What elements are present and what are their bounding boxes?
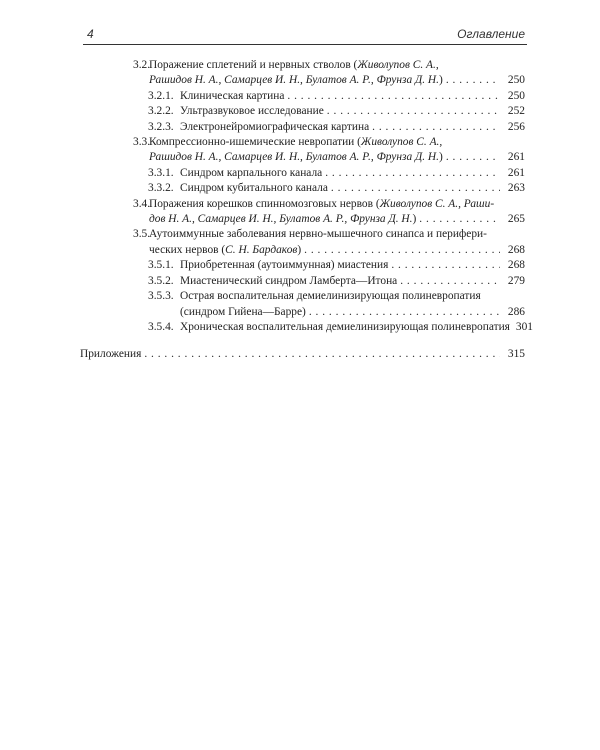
entry-title: Компрессионно-ишемические невропатии ( [149, 136, 361, 149]
entry-title: Хроническая воспалительная демиелинизирующая полиневропатия [180, 320, 510, 333]
entry-title: Синдром карпального канала [180, 166, 323, 179]
page-header [83, 26, 527, 45]
page-ref: 279 [507, 274, 525, 287]
entry-title: Приобретенная (аутоиммунная) миастения [180, 259, 389, 272]
page-ref: 268 [507, 259, 525, 272]
leader-dots [372, 120, 500, 135]
toc-entry[interactable]: 3.4. Поражения корешков спинномозговых нервов (Живолупов С. А., Раши- дов Н. А., Самарцев И. Н., Булатов А. Р., Фрунза Д. Н.) . . . 265 [133, 197, 525, 228]
toc-entry-appendix[interactable] [80, 347, 525, 362]
section-number: 3.5.3. [148, 290, 174, 303]
toc-entry[interactable] [148, 258, 525, 273]
entry-title: Аутоиммунные заболевания нервно-мышечного синапса и перифери- [149, 228, 487, 241]
page-ref: 252 [507, 105, 525, 118]
section-number: 3.5. [133, 228, 151, 241]
page-ref: 261 [507, 151, 525, 164]
entry-title-cont: (синдром Гийена—Барре) [180, 305, 306, 318]
entry-authors: дов Н. А., Самарцев И. Н., Булатов А. Р., Фрунза Д. Н. [149, 213, 413, 226]
entry-title: Поражения корешков спинномозговых нервов ( [149, 197, 380, 210]
section-number: 3.5.1. [148, 259, 174, 272]
leader-dots [309, 305, 500, 320]
page-ref: 286 [507, 305, 525, 318]
leader-dots [446, 73, 500, 88]
toc-entry[interactable] [148, 104, 525, 119]
page-ref: 268 [507, 243, 525, 256]
toc-entry[interactable] [148, 89, 525, 104]
entry-authors: Живолупов С. А., Раши- [379, 197, 495, 210]
page-ref: 265 [507, 213, 525, 226]
entry-title: Приложения [80, 348, 142, 361]
section-number: 3.2.1. [148, 89, 174, 102]
leader-dots [325, 166, 500, 181]
section-number: 3.5.4. [148, 320, 174, 333]
entry-title: Электронейромиографическая картина [180, 120, 370, 133]
section-number: 3.3.1. [148, 166, 174, 179]
section-number: 3.3. [133, 136, 151, 149]
section-number: 3.2. [133, 59, 151, 71]
page-ref: 301 [515, 320, 533, 333]
entry-authors: Живолупов С. А., [360, 136, 443, 149]
leader-dots [287, 89, 500, 104]
leader-dots [391, 258, 500, 273]
toc-entry[interactable] [148, 120, 525, 135]
toc-entry[interactable]: 3.3. Компрессионно-ишемические невропатии (Живолупов С. А., Рашидов Н. А., Самарцев И. Н., Булатов А. Р., Фрунза Д. Н.) . . . 261 [133, 135, 525, 166]
toc-entry[interactable] [148, 320, 533, 335]
entry-authors: Рашидов Н. А., Самарцев И. Н., Булатов А. Р., Фрунза Д. Н. [149, 151, 440, 164]
page-ref: 261 [507, 166, 525, 179]
leader-dots [327, 104, 500, 119]
page-ref: 256 [507, 120, 525, 133]
entry-title: Клиническая картина [180, 89, 285, 102]
table-of-contents [0, 58, 600, 363]
leader-dots [144, 347, 500, 362]
entry-title: Поражение сплетений и нервных стволов ( [149, 59, 358, 71]
page-ref: 250 [507, 89, 525, 102]
section-number: 3.2.2. [148, 105, 174, 118]
leader-dots [446, 150, 500, 165]
entry-authors: Рашидов Н. А., Самарцев И. Н., Булатов А. Р., Фрунза Д. Н. [149, 74, 440, 87]
page-ref: 263 [507, 182, 525, 195]
page-ref: 250 [507, 74, 525, 87]
leader-dots [304, 243, 500, 258]
toc-entry[interactable] [148, 166, 525, 181]
entry-title: Синдром кубитального канала [180, 182, 328, 195]
section-number: 3.5.2. [148, 274, 174, 287]
section-number: 3.4. [133, 197, 151, 210]
leader-dots [331, 181, 500, 196]
page-ref: 315 [507, 348, 525, 361]
toc-entry[interactable]: 3.5. Аутоиммунные заболевания нервно-мышечного синапса и перифери- ческих нервов (С. Н. Бардаков) . . . 268 [133, 227, 525, 258]
leader-dots [400, 274, 500, 289]
entry-authors: Живолупов С. А., [357, 59, 439, 71]
toc-entry[interactable] [148, 289, 525, 320]
running-title: Оглавление [457, 27, 525, 41]
entry-title: Миастенический синдром Ламберта—Итона [180, 274, 398, 287]
toc-entry[interactable] [148, 181, 525, 196]
toc-entry[interactable] [148, 274, 525, 289]
leader-dots [419, 212, 500, 227]
entry-title: Острая воспалительная демиелинизирующая полиневропатия [180, 290, 481, 303]
page-number: 4 [87, 27, 94, 41]
entry-title: Ультразвуковое исследование [180, 105, 324, 118]
section-number: 3.3.2. [148, 182, 174, 195]
toc-entry[interactable]: 3.2. Поражение сплетений и нервных стволов (Живолупов С. А., Рашидов Н. А., Самарцев И. Н., Булатов А. Р., Фрунза Д. Н.) . . . 250 [133, 58, 525, 89]
entry-authors: С. Н. Бардаков [225, 243, 298, 256]
section-number: 3.2.3. [148, 120, 174, 133]
